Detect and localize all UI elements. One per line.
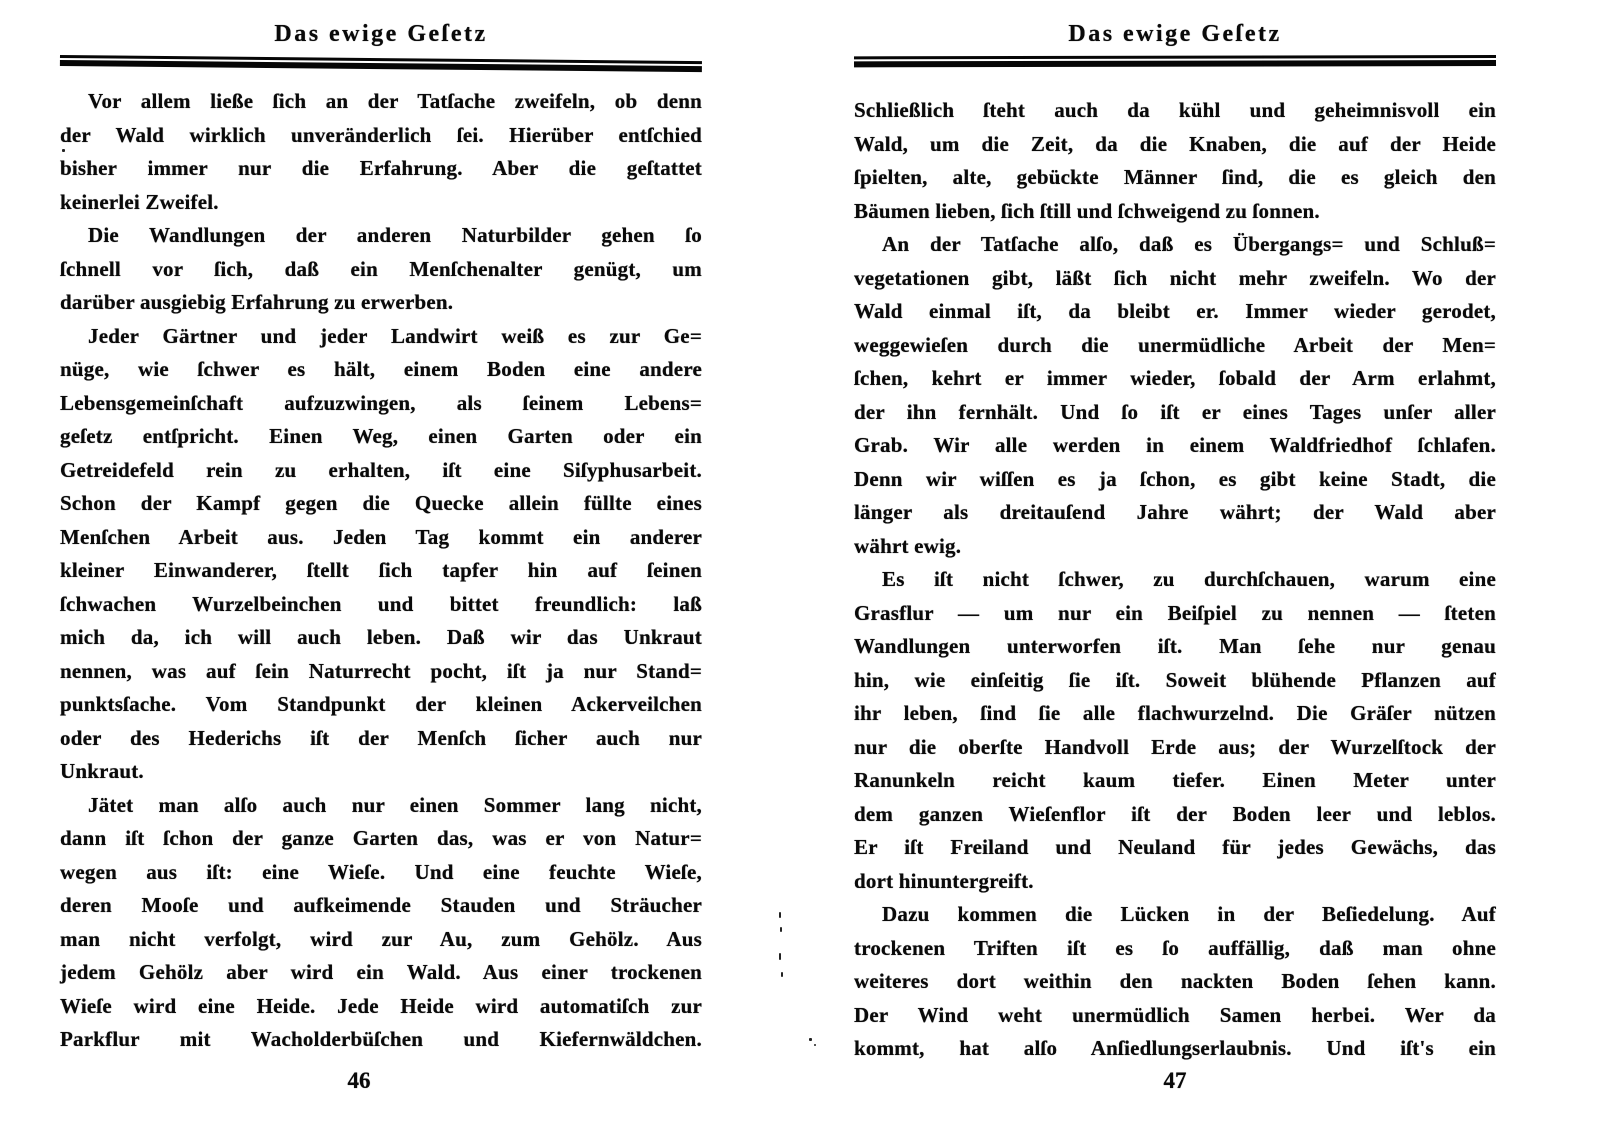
text-line: darüber ausgiebig Erfahrung zu erwerben. (60, 290, 454, 314)
scan-speckle (779, 912, 781, 918)
running-header: Das ewige Geſetz (274, 21, 488, 47)
right-page (854, 0, 1496, 1141)
text-line: nüge, wie ſchwer es hält, einem Boden eine andere (60, 357, 702, 381)
text-line: Wieſe wird eine Heide. Jede Heide wird automatiſch zur (60, 993, 702, 1018)
text-line: trockenen Triften iſt es ſo auffällig, daß man ohne (854, 935, 1496, 960)
text-line: kommt, hat alſo Anſiedlungserlaubnis. Und iſt's ein (854, 1036, 1496, 1060)
text-line: Bäumen lieben, ſich ſtill und ſchweigend zu ſonnen. (854, 198, 1320, 223)
text-line: kleiner Einwanderer, ſtellt ſich tapfer hin auf ſeinen (60, 558, 702, 582)
page-body-text (60, 85, 702, 1057)
header-rule-thick (854, 60, 1496, 67)
text-line: dann iſt ſchon der ganze Garten das, was er von Natur= (60, 826, 702, 850)
page-number: 46 (347, 1068, 371, 1093)
text-line: Der Wind weht unermüdlich Samen herbei. Wer da (854, 1002, 1496, 1027)
text-line: Wald, um die Zeit, da die Knaben, die auf der Heide (854, 131, 1496, 156)
text-line: Schließlich ſteht auch da kühl und geheimnisvoll ein (854, 98, 1496, 122)
text-line: hin, wie einſeitig ſie iſt. Soweit blühende Pflanzen auf (854, 667, 1496, 692)
text-line: Die Wandlungen der anderen Naturbilder gehen ſo (88, 223, 702, 247)
text-line: punktsſache. Vom Standpunkt der kleinen Ackerveilchen (60, 692, 702, 716)
text-line: wegen aus iſt: eine Wieſe. Und eine feuchte Wieſe, (60, 859, 702, 884)
scan-speckle (809, 1038, 812, 1041)
text-line: Jeder Gärtner und jeder Landwirt weiß es zur Ge= (88, 323, 702, 348)
running-header: Das ewige Geſetz (1068, 21, 1282, 47)
page-number: 47 (1163, 1068, 1187, 1093)
text-line: weiteres dort weithin den nackten Boden ſehen kann. (854, 969, 1496, 993)
text-line: vegetationen gibt, läßt ſich nicht mehr zweifeln. Wo der (854, 265, 1496, 290)
text-line: bisher immer nur die Erfahrung. Aber die geſtattet (60, 156, 702, 180)
text-line: Dazu kommen die Lücken in der Beſiedelung. Auf (882, 902, 1496, 926)
scan-speckle (781, 972, 783, 977)
text-line: nennen, was auf ſein Naturrecht pocht, iſt ja nur Stand= (60, 658, 702, 683)
text-line: mich da, ich will auch leben. Daß wir das Unkraut (60, 625, 702, 649)
text-line: Grasflur — um nur ein Beiſpiel zu nennen — ſteten (854, 600, 1496, 625)
text-line: der ihn fernhält. Und ſo iſt er eines Tages unſer aller (854, 399, 1496, 424)
text-line: dort hinuntergreift. (854, 868, 1034, 893)
text-line: jedem Gehölz aber wird ein Wald. Aus einer trockenen (60, 960, 702, 984)
text-line: Menſchen Arbeit aus. Jeden Tag kommt ein anderer (60, 524, 702, 549)
scan-speckle (780, 927, 782, 932)
text-line: geſetz entſpricht. Einen Weg, einen Garten oder ein (60, 424, 702, 448)
text-line: deren Mooſe und aufkeimende Stauden und Sträucher (60, 893, 702, 917)
scan-speckle (62, 149, 65, 152)
text-line: Grab. Wir alle werden in einem Waldfriedhof ſchlafen. (854, 433, 1496, 457)
scan-speckle (779, 953, 781, 960)
text-line: währt ewig. (854, 533, 962, 558)
text-line: Wandlungen unterworfen iſt. Man ſehe nur genau (854, 634, 1496, 658)
text-line: Denn wir wiſſen es ja ſchon, es gibt keine Stadt, die (854, 466, 1496, 491)
text-line: keinerlei Zweifel. (60, 189, 219, 214)
text-line: ſchnell vor ſich, daß ein Menſchenalter genügt, um (60, 256, 702, 281)
text-line: Es iſt nicht ſchwer, zu durchſchauen, warum eine (882, 567, 1496, 591)
scan-speckle (814, 1044, 816, 1046)
text-line: ihr leben, ſind ſie alle flachwurzelnd. Die Gräſer nützen (854, 701, 1496, 725)
text-line: Parkflur mit Wacholderbüſchen und Kiefernwäldchen. (60, 1027, 702, 1051)
text-line: Jätet man alſo auch nur einen Sommer lang nicht, (88, 792, 702, 817)
text-line: oder des Hederichs iſt der Menſch ſicher auch nur (60, 725, 702, 750)
page-body-text (854, 94, 1496, 1066)
text-line: man nicht verfolgt, wird zur Au, zum Gehölz. Aus (60, 926, 702, 951)
text-line: An der Tatſache alſo, daß es Übergangs= und Schluß= (882, 232, 1496, 256)
text-line: ſchen, kehrt er immer wieder, ſobald der Arm erlahmt, (854, 366, 1496, 390)
left-page (60, 0, 702, 1141)
text-line: weggewieſen durch die unermüdliche Arbeit der Men= (854, 332, 1496, 357)
text-line: länger als dreitauſend Jahre währt; der Wald aber (854, 500, 1496, 524)
text-line: Schon der Kampf gegen die Quecke allein füllte eines (60, 491, 702, 515)
header-rule-thin (854, 55, 1496, 59)
text-line: nur die oberſte Handvoll Erde aus; der Wurzelſtock der (854, 734, 1496, 759)
text-line: der Wald wirklich unveränderlich ſei. Hierüber entſchied (60, 122, 702, 147)
text-line: ſpielten, alte, gebückte Männer ſind, die es gleich den (854, 165, 1496, 189)
text-line: Ranunkeln reicht kaum tiefer. Einen Meter unter (854, 768, 1496, 792)
header-rule (854, 55, 1496, 67)
text-line: Vor allem ließe ſich an der Tatſache zweifeln, ob denn (88, 89, 702, 113)
text-line: Unkraut. (60, 759, 144, 783)
text-line: Lebensgemeinſchaft aufzuzwingen, als ſeinem Lebens= (60, 390, 702, 415)
header-rule (60, 55, 702, 72)
text-line: dem ganzen Wieſenflor iſt der Boden leer und leblos. (854, 801, 1496, 826)
text-line: Wald einmal iſt, da bleibt er. Immer wieder gerodet, (854, 299, 1496, 323)
text-line: ſchwachen Wurzelbeinchen und bittet freundlich: laß (60, 591, 702, 616)
text-line: Er iſt Freiland und Neuland für jedes Gewächs, das (854, 835, 1496, 859)
text-line: Getreidefeld rein zu erhalten, iſt eine Siſyphusarbeit. (60, 457, 702, 482)
